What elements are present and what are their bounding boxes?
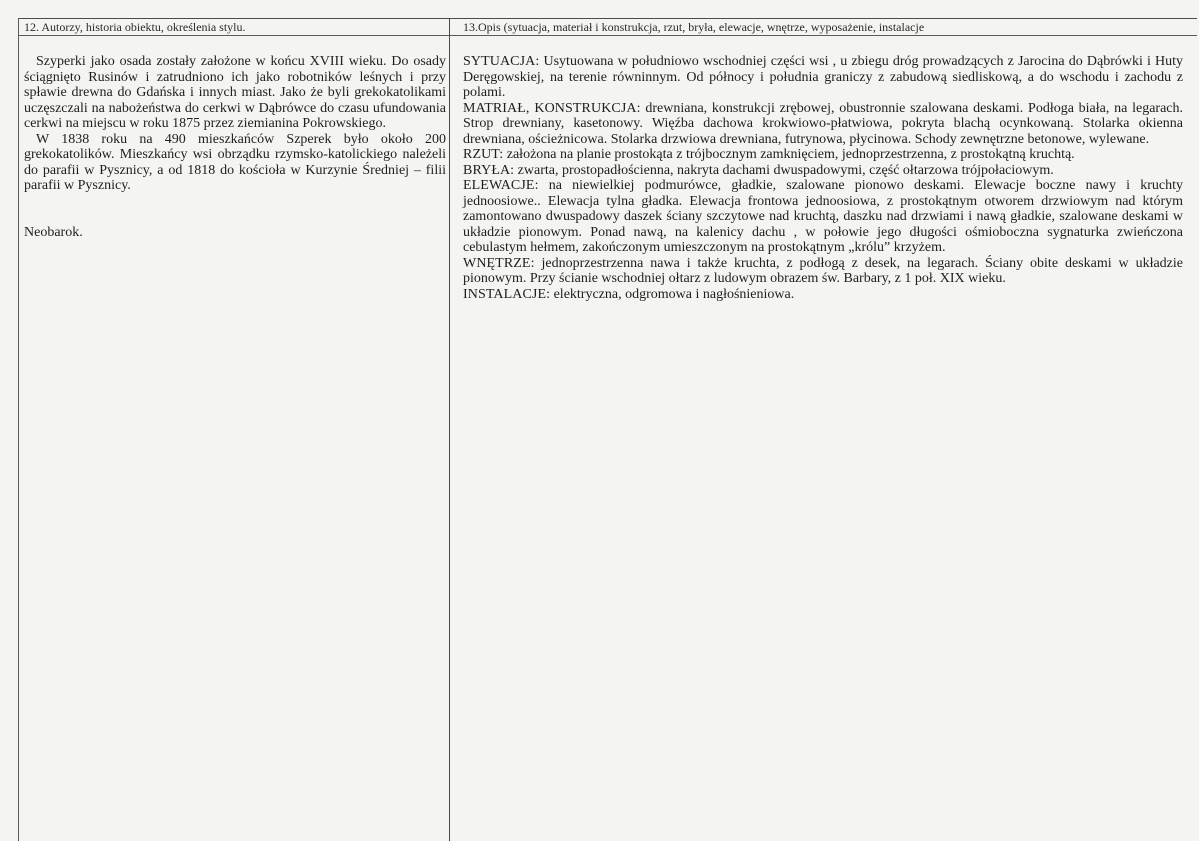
- section-text: na niewielkiej podmurówce, gładkie, szalowane pionowo deskami. Elewacje boczne nawy i kruchty jednoosiowe.. Elewacja tylna gładka. Elewacja frontowa jednoosiowa, z prostokątnym otworem drzwiowym nad którym zamontowano dwuspadowy daszek ściany szczytowe nad kruchtą, daszku nad drzwiami i nawą gładkie, szalowane deskami w układzie pionowym. Ponad nawą, na kalenicy dachu , w połowie jego długości ośmioboczna sygnaturka zwieńczona cebulastym hełmem, zakończonym umieszczonym na prostokątnym „królu” krzyżem.: [463, 178, 1184, 255]
- section-material: [463, 101, 1183, 148]
- left-border: [18, 18, 19, 841]
- history-paragraph-2: W 1838 roku na 490 mieszkańców Szperek było około 200 grekokatolików. Mieszkańcy wsi obrządku rzymsko-katolickiego należeli do parafii w Pysznicy, a od 1818 do kościoła w Kurzynie Średniej – filii parafii w Pysznicy.: [24, 131, 446, 193]
- section-text: zwarta, prostopadłościenna, nakryta dachami dwuspadowymi, część ołtarzowa trójpołaciowym.: [517, 162, 1054, 178]
- section-text: drewniana, konstrukcji zrębowej, obustronnie szalowana deskami. Podłoga biała, na legarach. Strop drewniany, kasetonowy. Więźba dachowa krokwiowo-płatwiowa, pokryta blachą ocynkowaną. Stolarka okienna drewniana, ościeżnicowa. Stolarka drzwiowa drewniana, futrynowa, płycinowa. Schody zewnętrzne betonowe, wylewane.: [463, 100, 1184, 147]
- section-text: elektryczna, odgromowa i nagłośnieniowa.: [553, 286, 795, 302]
- section-bryla: [463, 163, 1183, 179]
- description-column: [463, 54, 1183, 302]
- top-border: [18, 18, 1197, 19]
- section-13-header: 13.Opis (sytuacja, materiał i konstrukcja, rzut, bryła, elewacje, wnętrze, wyposażenie, instalacje: [463, 20, 925, 34]
- section-label: WNĘTRZE:: [463, 255, 535, 271]
- section-text: założona na planie prostokąta z trójbocznym zamknięciem, jednoprzestrzenna, z prostokątną kruchtą.: [506, 147, 1075, 162]
- section-sytuacja: [463, 54, 1183, 101]
- history-column: [24, 54, 446, 240]
- section-instalacje: [463, 287, 1183, 303]
- section-label: SYTUACJA:: [463, 54, 540, 69]
- section-text: jednoprzestrzenna nawa i także kruchta, z podłogą z desek, na legarach. Ściany obite deskami w układzie pionowym. Przy ścianie wschodniej ołtarz z ludowym obrazem św. Barbary, z 1 poł. XIX wieku.: [463, 255, 1184, 286]
- style-text: Neobarok.: [24, 224, 83, 240]
- section-12-header: 12. Autorzy, historia obiektu, określenia stylu.: [24, 20, 246, 34]
- column-divider: [449, 18, 450, 841]
- section-label: RZUT:: [463, 147, 504, 162]
- section-elewacje: [463, 178, 1183, 256]
- section-label: MATRIAŁ, KONSTRUKCJA:: [463, 100, 641, 116]
- section-wnetrze: [463, 256, 1183, 287]
- section-label: INSTALACJE:: [463, 286, 551, 302]
- section-rzut: [463, 147, 1183, 163]
- header-divider: [18, 35, 1197, 36]
- section-label: BRYŁA:: [463, 162, 515, 178]
- section-label: ELEWACJE:: [463, 178, 539, 193]
- history-paragraph-1: Szyperki jako osada zostały założone w końcu XVIII wieku. Do osady ściągnięto Rusinów i zatrudniono ich jako robotników leśnych i przy spławie drewna do Gdańska i innych miast. Jako że byli grekokatolikami uczęszczali na nabożeństwa do cerkwi w Dąbrówce do czasu ufundowania cerkwi na miejscu w roku 1875 przez ziemianina Pokrowskiego.: [24, 54, 446, 131]
- document-sheet: [18, 18, 1197, 841]
- section-text: Usytuowana w południowo wschodniej części wsi , u zbiegu dróg prowadzących z Jarocina do Dąbrówki i Huty Deręgowskiej, na terenie równinnym. Od północy i południa graniczy z zabudową siedliskową, a do wschodu i zachodu z polami.: [463, 54, 1184, 100]
